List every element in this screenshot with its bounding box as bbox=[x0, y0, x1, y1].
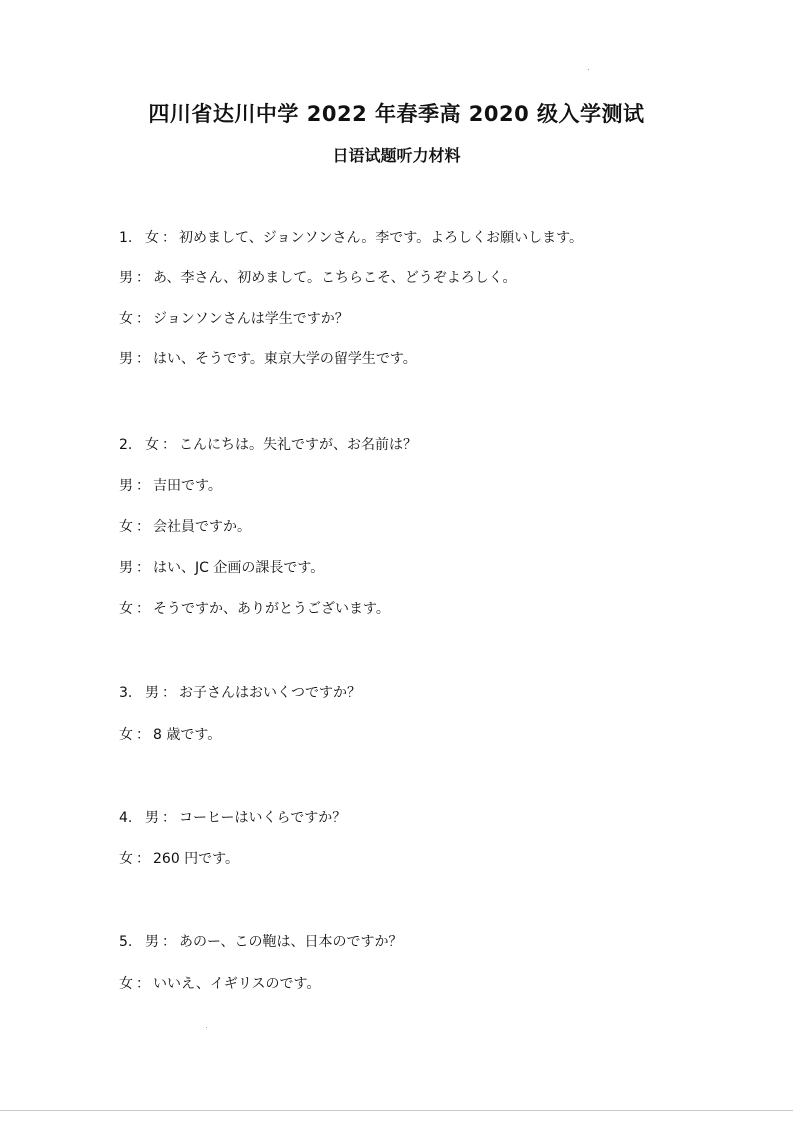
document-title: 四川省达川中学 2022 年春季高 2020 级入学测试 bbox=[148, 102, 645, 126]
dialogue-2-line-4 bbox=[119, 559, 324, 577]
colon: ： bbox=[136, 976, 150, 992]
dialogue-2-line-1 bbox=[119, 436, 417, 454]
colon: ： bbox=[136, 519, 150, 535]
dialogue-2-line-3 bbox=[119, 518, 251, 536]
dialogue-1-line-2 bbox=[119, 269, 516, 287]
colon: ： bbox=[162, 437, 176, 453]
dialogue-1-line-3 bbox=[119, 310, 349, 328]
colon: ： bbox=[136, 560, 150, 576]
dialogue-3-line-2 bbox=[119, 726, 221, 744]
scan-speck bbox=[206, 1027, 207, 1028]
dialogue-number: 1. bbox=[119, 230, 133, 246]
colon: ： bbox=[136, 270, 150, 286]
document-subtitle: 日语试题听力材料 bbox=[332, 146, 461, 165]
dialogue-2-line-5 bbox=[119, 600, 390, 618]
speaker-label: 男 bbox=[145, 934, 159, 950]
speaker-label: 女 bbox=[119, 976, 133, 992]
speaker-label: 男 bbox=[119, 560, 133, 576]
line-text: あ、李さん、初めまして。こちらこそ、どうぞよろしく。 bbox=[153, 270, 517, 286]
dialogue-number: 5. bbox=[119, 934, 133, 950]
speaker-label: 女 bbox=[119, 851, 133, 867]
page-bottom-divider bbox=[0, 1110, 793, 1111]
speaker-label: 男 bbox=[119, 270, 133, 286]
colon: ： bbox=[136, 601, 150, 617]
speaker-label: 男 bbox=[145, 685, 159, 701]
speaker-label: 男 bbox=[119, 351, 133, 367]
speaker-label: 男 bbox=[145, 810, 159, 826]
line-text: はい、JC 企画の課長です。 bbox=[153, 560, 325, 576]
line-text: お子さんはおいくつですか？ bbox=[179, 685, 361, 701]
colon: ： bbox=[136, 478, 150, 494]
colon: ： bbox=[136, 727, 150, 743]
colon: ： bbox=[162, 934, 176, 950]
colon: ： bbox=[162, 810, 176, 826]
dialogue-1-line-4 bbox=[119, 350, 417, 368]
line-text: ジョンソンさんは学生ですか？ bbox=[153, 311, 349, 327]
dialogue-3-line-1 bbox=[119, 684, 361, 702]
speaker-label: 女 bbox=[119, 311, 133, 327]
line-text: コーヒーはいくらですか？ bbox=[179, 810, 347, 826]
speaker-label: 女 bbox=[119, 519, 133, 535]
speaker-label: 女 bbox=[119, 601, 133, 617]
line-text: 初めまして、ジョンソンさん。李です。よろしくお願いします。 bbox=[179, 230, 584, 246]
colon: ： bbox=[136, 351, 150, 367]
dialogue-5-line-1 bbox=[119, 933, 402, 951]
scan-speck bbox=[588, 69, 589, 70]
dialogue-5-line-2 bbox=[119, 975, 320, 993]
dialogue-4-line-1 bbox=[119, 809, 346, 827]
dialogue-2-line-2 bbox=[119, 477, 222, 495]
line-text: あのー、この鞄は、日本のですか？ bbox=[179, 934, 403, 950]
speaker-label: 女 bbox=[145, 437, 159, 453]
line-text: 吉田です。 bbox=[153, 478, 222, 494]
dialogue-number: 2. bbox=[119, 437, 133, 453]
speaker-label: 男 bbox=[119, 478, 133, 494]
dialogue-number: 3. bbox=[119, 685, 133, 701]
line-text: いいえ、イギリスのです。 bbox=[153, 976, 321, 992]
dialogue-4-line-2 bbox=[119, 850, 239, 868]
line-text: こんにちは。失礼ですが、お名前は？ bbox=[179, 437, 417, 453]
speaker-label: 女 bbox=[119, 727, 133, 743]
colon: ： bbox=[162, 230, 176, 246]
dialogue-1-line-1 bbox=[119, 229, 583, 247]
dialogue-number: 4. bbox=[119, 810, 133, 826]
line-text: 260 円です。 bbox=[153, 851, 240, 867]
line-text: 会社員ですか。 bbox=[153, 519, 251, 535]
colon: ： bbox=[136, 311, 150, 327]
line-text: 8 歳です。 bbox=[153, 727, 222, 743]
line-text: はい、そうです。東京大学の留学生です。 bbox=[153, 351, 417, 367]
speaker-label: 女 bbox=[145, 230, 159, 246]
line-text: そうですか、ありがとうございます。 bbox=[153, 601, 390, 617]
colon: ： bbox=[162, 685, 176, 701]
colon: ： bbox=[136, 851, 150, 867]
